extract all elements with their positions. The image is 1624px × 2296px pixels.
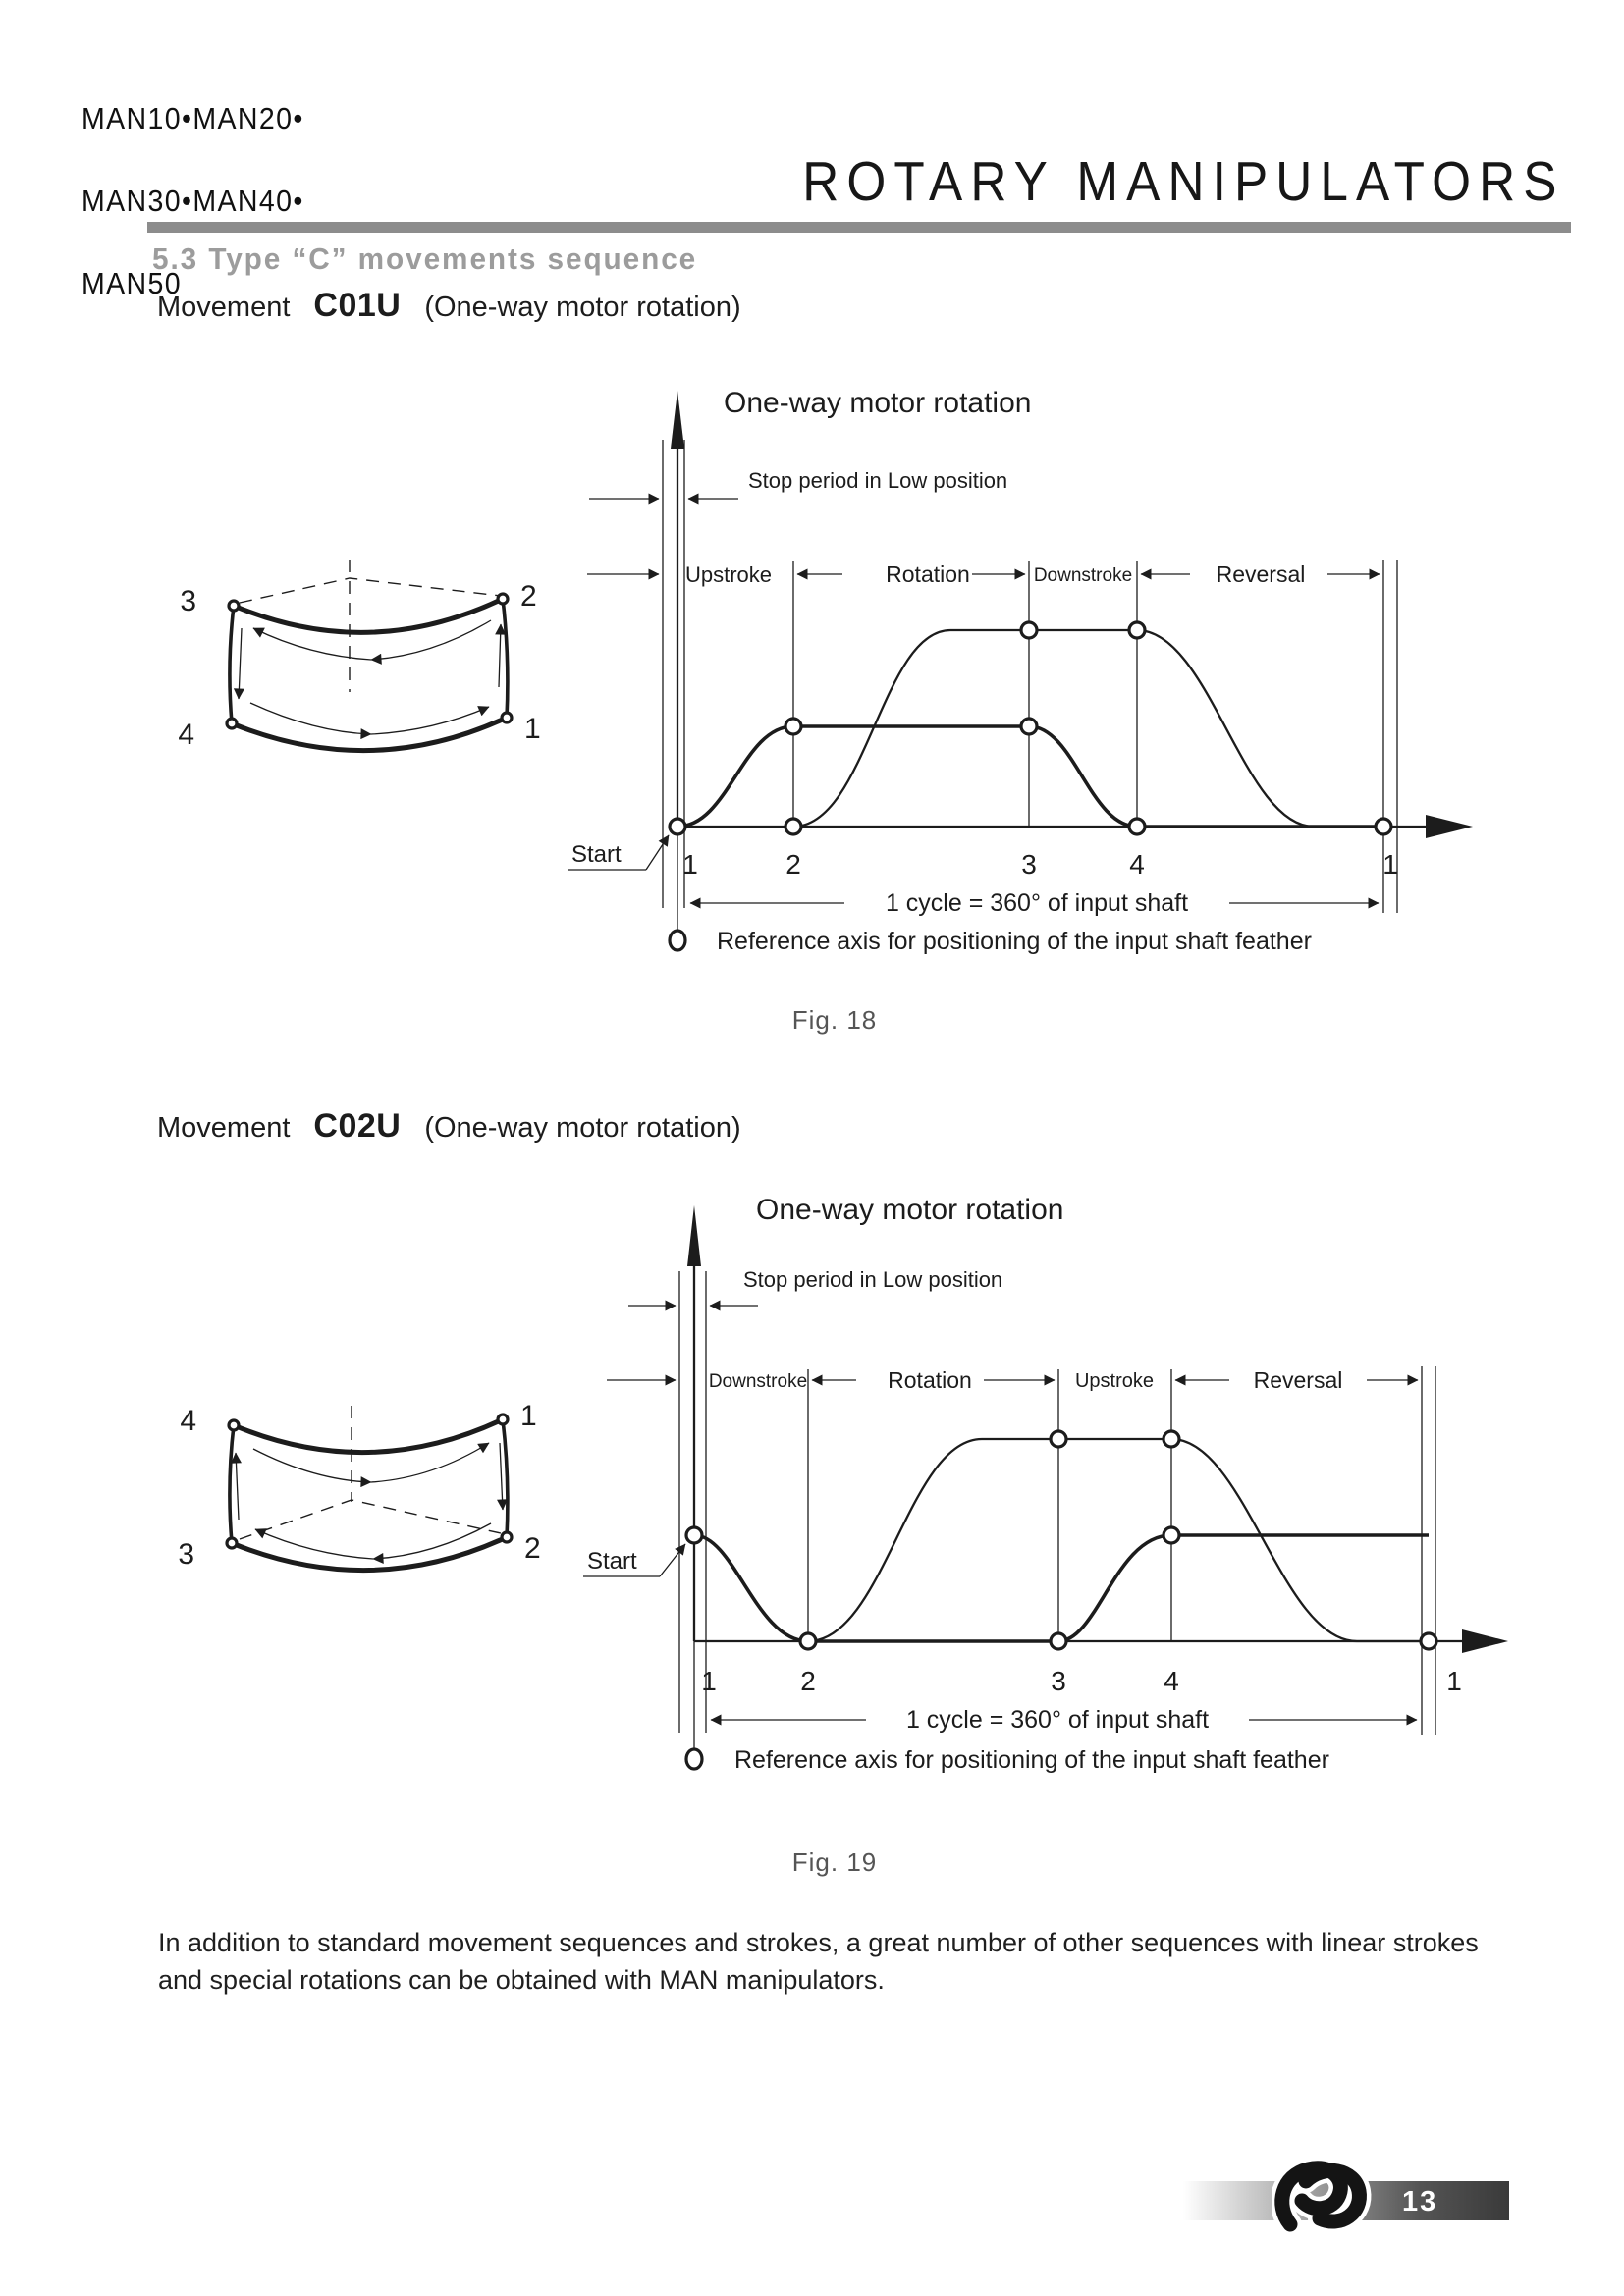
movement-code: C02U	[313, 1107, 402, 1145]
cycle-label: 1 cycle = 360° of input shaft	[885, 889, 1189, 917]
fig19-motion-diagram	[178, 1400, 540, 1571]
fig19-caption: Fig. 19	[791, 1847, 878, 1877]
phase-label: Rotation	[886, 561, 970, 587]
corner-label: 4	[178, 719, 194, 751]
page-number: 13	[1402, 2186, 1438, 2217]
legend-text: Reference axis for positioning of the input shaft feather	[734, 1746, 1329, 1774]
fig18-sequence-chart	[568, 387, 1473, 955]
tick-label: 3	[1021, 849, 1037, 880]
fig18-caption: Fig. 18	[791, 1005, 878, 1035]
lift-stroke-curve	[694, 1535, 1429, 1641]
tick-label: 1	[701, 1666, 717, 1696]
knot-logo-icon	[1272, 2156, 1375, 2246]
rotation-curve	[808, 1439, 1429, 1641]
phase-label: Rotation	[888, 1367, 972, 1393]
stop-period-label: Stop period in Low position	[743, 1267, 1003, 1292]
corner-label: 3	[180, 585, 196, 617]
cycle-label: 1 cycle = 360° of input shaft	[905, 1706, 1210, 1734]
phase-label: Downstroke	[708, 1371, 808, 1392]
start-label: Start	[571, 841, 622, 868]
phase-label: Upstroke	[684, 562, 773, 587]
corner-label: 2	[524, 1532, 541, 1565]
closing-paragraph: In addition to standard movement sequences and strokes, a great number of other sequences with linear strokes and special rotations can be obtained with MAN manipulators.	[158, 1928, 1479, 1996]
movement-note: (One-way motor rotation)	[424, 1112, 741, 1144]
movement-label: Movement	[157, 1112, 291, 1144]
models-line-2: MAN30•MAN40•	[81, 184, 304, 218]
models-line-3: MAN50	[81, 266, 183, 300]
chart-title: One-way motor rotation	[724, 387, 1032, 419]
fig19-sequence-chart	[583, 1194, 1508, 1774]
tick-label: 1	[682, 849, 698, 880]
tick-label: 4	[1164, 1666, 1179, 1696]
corner-label: 1	[524, 713, 541, 745]
chart-title: One-way motor rotation	[756, 1194, 1064, 1226]
corner-label: 2	[520, 580, 537, 613]
rotation-curve	[793, 630, 1383, 827]
lift-stroke-curve	[677, 726, 1383, 827]
corner-label: 3	[178, 1538, 194, 1571]
phase-label: Downstroke	[1033, 565, 1133, 586]
tick-label: 1	[1446, 1666, 1462, 1696]
movement-label: Movement	[157, 292, 291, 323]
tick-label: 2	[800, 1666, 816, 1696]
document-title: ROTARY MANIPULATORS	[802, 150, 1565, 213]
section-heading: 5.3 Type “C” movements sequence	[152, 241, 698, 276]
start-label: Start	[587, 1548, 637, 1575]
phase-label: Reversal	[1216, 561, 1306, 587]
movement-note: (One-way motor rotation)	[424, 292, 741, 323]
stop-period-label: Stop period in Low position	[748, 468, 1008, 493]
phase-label: Upstroke	[1074, 1370, 1155, 1392]
tick-label: 2	[785, 849, 801, 880]
corner-label: 1	[520, 1400, 537, 1432]
fig18-motion-diagram	[178, 560, 540, 751]
models-line-1: MAN10•MAN20•	[81, 101, 304, 135]
tick-label: 4	[1129, 849, 1145, 880]
phase-label: Reversal	[1253, 1367, 1343, 1393]
tick-label: 1	[1382, 849, 1398, 880]
legend-text: Reference axis for positioning of the input shaft feather	[717, 928, 1312, 955]
movement-code: C01U	[313, 287, 402, 324]
corner-label: 4	[180, 1405, 196, 1437]
tick-label: 3	[1051, 1666, 1066, 1696]
